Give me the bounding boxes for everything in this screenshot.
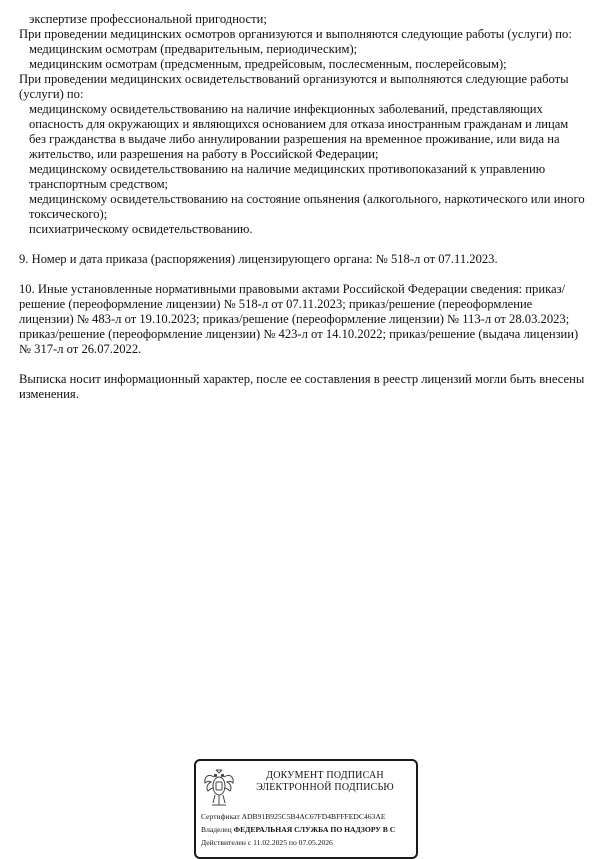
doc-line: психиатрическому освидетельствованию. <box>29 222 253 236</box>
doc-line: экспертизе профессиональной пригодности; <box>29 12 267 26</box>
disclaimer-note: Выписка носит информационный характер, после ее составления в реестр лицензий могли быть внесены изменения. <box>19 372 585 401</box>
doc-line: медицинским осмотрам (предварительным, периодическим); <box>29 42 358 56</box>
item-9-order-number: 9. Номер и дата приказа (распоряжения) лицензирующего органа: № 518-л от 07.11.2023. <box>19 252 498 266</box>
item-10-other-info: 10. Иные установленные нормативными правовыми актами Российской Федерации сведения: приказ/решение (переоформление лицензии) № 518-л от 07.11.2023; приказ/решение (переоформление лицензии) № 483-л от 19.10.2023; приказ/решение (переоформление лицензии) № 113-л от 28.03.2023; приказ/решение (переоформление лицензии) № 423-л от 14.10.2022; приказ/решение (выдача лицензии) № 317-л от 26.07.2022. <box>19 282 579 356</box>
doc-line: медицинскому освидетельствованию на состояние опьянения (алкогольного, наркотического или иного токсического); <box>29 192 585 221</box>
owner-line: Владелец ФЕДЕРАЛЬНАЯ СЛУЖБА ПО НАДЗОРУ В С <box>201 825 396 834</box>
certificate-line: Сертификат ADB91B925C5B4AC67FD4BFFFEDC463AE <box>201 812 386 821</box>
doc-line: медицинскому освидетельствованию на наличие инфекционных заболеваний, представляющих опасность для окружающих и являющихся основанием для отказа иностранным гражданам и лицам без гражданства в выдаче либо аннулировании разрешения на временное проживание, или вида на жительство, или разрешения на работу в Российской Федерации; <box>29 102 569 161</box>
doc-line: При проведении медицинских освидетельствований организуются и выполняются следующие работы (услуги) по: <box>19 72 569 101</box>
coat-of-arms-icon <box>202 767 236 811</box>
document-body <box>19 12 587 402</box>
stamp-title: ДОКУМЕНТ ПОДПИСАН ЭЛЕКТРОННОЙ ПОДПИСЬЮ <box>256 770 394 793</box>
doc-line: При проведении медицинских осмотров организуются и выполняются следующие работы (услуги) по: <box>19 27 572 41</box>
doc-line: медицинским осмотрам (предсменным, предрейсовым, послесменным, послерейсовым); <box>29 57 507 71</box>
doc-line: медицинскому освидетельствованию на наличие медицинских противопоказаний к управлению транспортным средством; <box>29 162 546 191</box>
electronic-signature-stamp <box>194 759 418 859</box>
validity-line: Действителен с 11.02.2025 по 07.05.2026 <box>201 838 333 847</box>
